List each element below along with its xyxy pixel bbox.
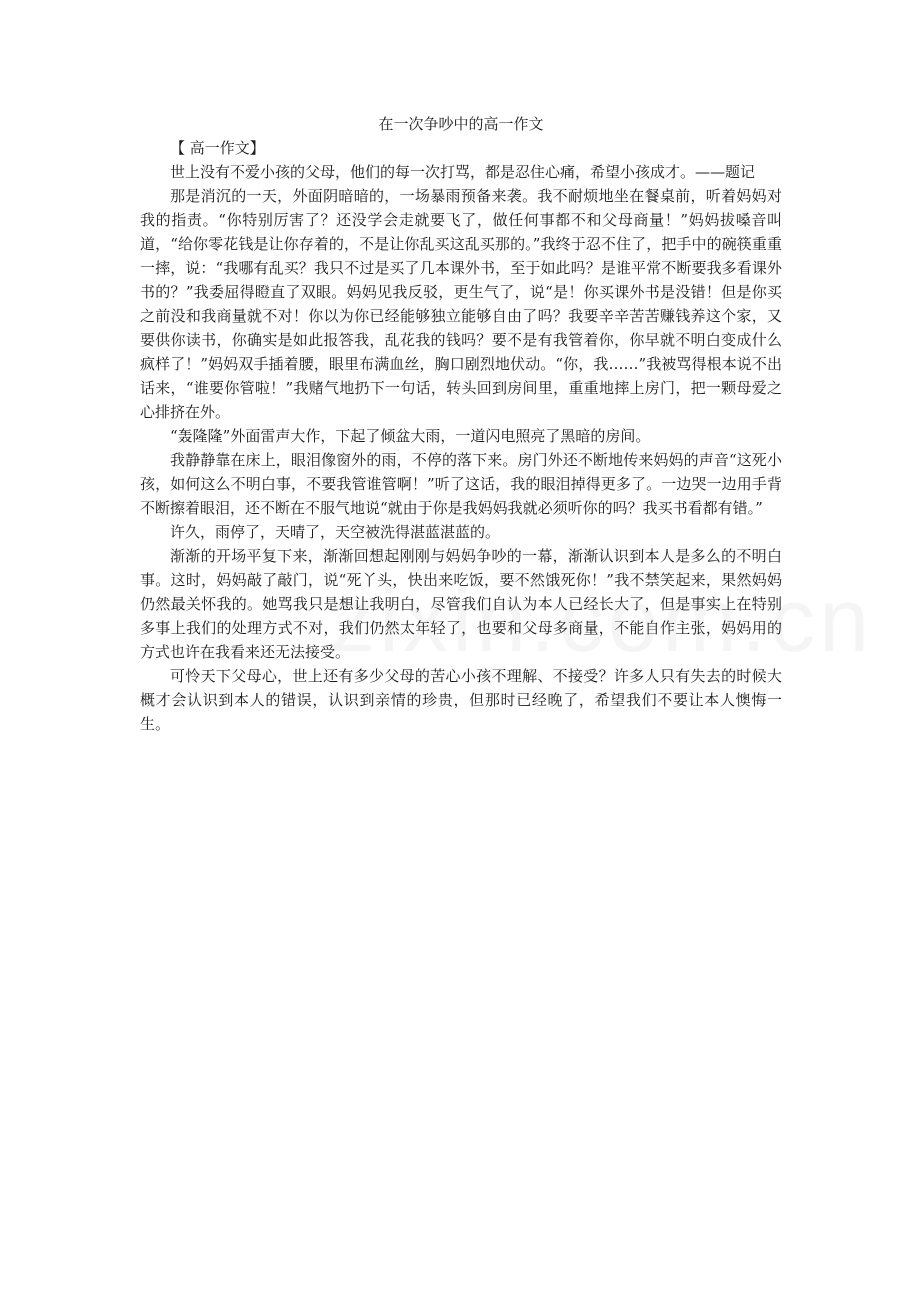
paragraph-crying: 我静静靠在床上，眼泪像窗外的雨，不停的落下来。房门外还不断地传来妈妈的声音“这死小孩，如何这么不明白事，不要我管谁管啊！”听了这话，我的眼泪掉得更多了。一边哭一边用手背不断擦着眼泪，还不断在不服气地说“就由于你是我妈妈我就必须听你的吗？我买书看都有错。” bbox=[140, 451, 782, 517]
document-page bbox=[140, 112, 782, 736]
paragraph-argument: 那是消沉的一天，外面阴暗暗的，一场暴雨预备来袭。我不耐烦地坐在餐桌前，听着妈妈对我的指责。“你特别厉害了？还没学会走就要飞了，做任何事都不和父母商量！”妈妈拔嗓音叫道，“给你零花钱是让你存着的，不是让你乱买这乱买那的。”我终于忍不住了，把手中的碗筷重重一摔，说：“我哪有乱买？我只不过是买了几本课外书，至于如此吗？是谁平常不断要我多看课外书的？”我委屈得瞪直了双眼。妈妈见我反驳，更生气了，说“是！你买课外书是没错！但是你买之前没和我商量就不对！你以为你已经能够独立能够自由了吗？我要辛辛苦苦赚钱养这个家，又要供你读书，你确实是如此报答我，乱花我的钱吗？要不是有我管着你，你早就不明白变成什么疯样了！”妈妈双手插着腰，眼里布满血丝，胸口剧烈地伏动。“你，我……”我被骂得根本说不出话来，“谁要你管啦！”我赌气地扔下一句话，转头回到房间里，重重地摔上房门，把一颗母爱之心排挤在外。 bbox=[140, 187, 782, 421]
paragraph-reflection: 渐渐的开场平复下来，渐渐回想起刚刚与妈妈争吵的一幕，渐渐认识到本人是多么的不明白事。这时，妈妈敲了敲门，说“死丫头，快出来吃饭，要不然饿死你！”我不禁笑起来，果然妈妈仍然最关怀我的。她骂我只是想让我明白，尽管我们自认为本人已经长大了，但是事实上在特别多事上我们的处理方式不对，我们仍然太年轻了，也要和父母多商量，不能自作主张，妈妈用的方式也许在我看来还无法接受。 bbox=[140, 547, 782, 661]
paragraph-rain-stops: 许久，雨停了，天晴了，天空被洗得湛蓝湛蓝的。 bbox=[170, 523, 501, 541]
paragraph-thunder: “轰隆隆”外面雷声大作，下起了倾盆大雨，一道闪电照亮了黑暗的房间。 bbox=[170, 427, 651, 445]
document-title: 在一次争吵中的高一作文 bbox=[378, 115, 544, 133]
paragraph-epigraph: 世上没有不爱小孩的父母，他们的每一次打骂，都是忍住心痛，希望小孩成才。——题记 bbox=[170, 163, 756, 181]
paragraph-conclusion: 可怜天下父母心，世上还有多少父母的苦心小孩不理解、不接受？许多人只有失去的时候大概才会认识到本人的错误，认识到亲情的珍贵，但那时已经晚了，希望我们不要让本人懊悔一生。 bbox=[140, 667, 782, 733]
category-tag: 【 高一作文】 bbox=[170, 139, 265, 157]
